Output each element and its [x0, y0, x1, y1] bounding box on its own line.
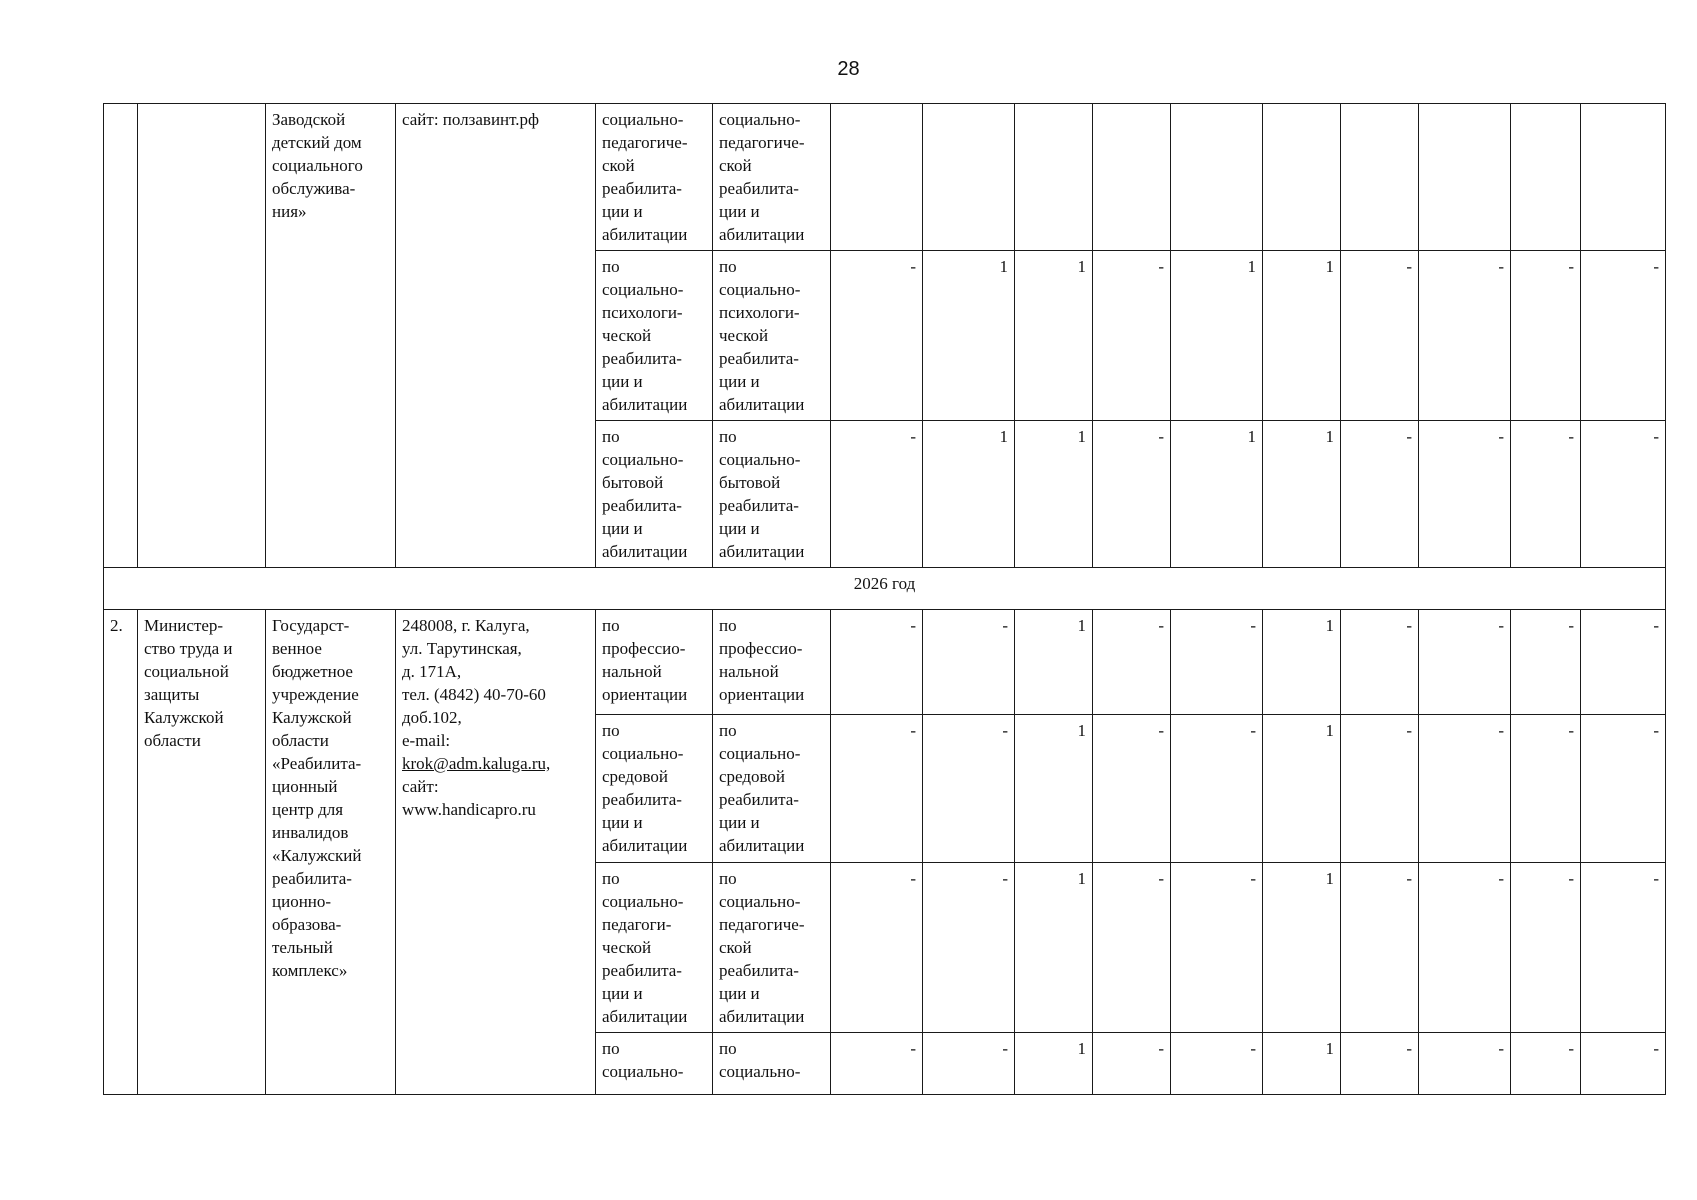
services-table — [103, 103, 1666, 1095]
value-cell: - — [923, 610, 1015, 715]
value-cell: - — [1511, 863, 1581, 1033]
value-cell: - — [1419, 421, 1511, 568]
measure-cell — [713, 251, 831, 421]
value-cell: - — [923, 1033, 1015, 1095]
value-cell: - — [1341, 421, 1419, 568]
value-cell: - — [1581, 715, 1666, 863]
value-cell: 1 — [1015, 1033, 1093, 1095]
value-cell: 1 — [1263, 421, 1341, 568]
value-cell — [1341, 104, 1419, 251]
value-cell: - — [1511, 715, 1581, 863]
service-text: по социально- — [602, 1039, 684, 1081]
measure-text: по социально- средовой реабилита- ции и абилитации — [719, 721, 805, 855]
contacts-cell — [396, 104, 596, 568]
service-cell — [596, 715, 713, 863]
value-cell: 1 — [1171, 421, 1263, 568]
value-cell — [923, 104, 1015, 251]
institution-name: Заводской детский дом социального обслужива- ния» — [272, 110, 363, 221]
value-cell: - — [1581, 610, 1666, 715]
value-cell: 1 — [1171, 251, 1263, 421]
email-link[interactable]: krok@adm.kaluga.ru, — [402, 754, 551, 773]
number-cell: 2. — [104, 610, 138, 1095]
institution-name: Государст- венное бюджетное учреждение Калужской области «Реабилита- ционный центр для инвалидов «Калужский реабилита- ционно- образова- тельный комплекс» — [272, 616, 362, 980]
measure-text: по социально- педагогиче- ской реабилита- ции и абилитации — [719, 869, 805, 1026]
value-cell: - — [1093, 251, 1171, 421]
value-cell: - — [1341, 1033, 1419, 1095]
value-cell: 1 — [1015, 863, 1093, 1033]
value-cell: - — [1171, 863, 1263, 1033]
value-cell: - — [1093, 1033, 1171, 1095]
measure-cell — [713, 863, 831, 1033]
value-cell: - — [1511, 421, 1581, 568]
value-cell: - — [1581, 1033, 1666, 1095]
service-cell — [596, 251, 713, 421]
value-cell: 1 — [1015, 421, 1093, 568]
value-cell: - — [1171, 610, 1263, 715]
value-cell: 1 — [1015, 251, 1093, 421]
measure-text: по социально- бытовой реабилита- ции и абилитации — [719, 427, 805, 561]
year-heading: 2026 год — [104, 568, 1666, 610]
value-cell: - — [1419, 1033, 1511, 1095]
value-cell: - — [1581, 251, 1666, 421]
value-cell: 1 — [1015, 610, 1093, 715]
value-cell — [1419, 104, 1511, 251]
value-cell — [1171, 104, 1263, 251]
value-cell: 1 — [1263, 863, 1341, 1033]
service-text: по социально- педагоги- ческой реабилита- ции и абилитации — [602, 869, 688, 1026]
value-cell: - — [1093, 610, 1171, 715]
value-cell: 1 — [923, 251, 1015, 421]
value-cell: - — [1341, 863, 1419, 1033]
value-cell: - — [831, 1033, 923, 1095]
value-cell: - — [1581, 863, 1666, 1033]
service-text: по социально- бытовой реабилита- ции и абилитации — [602, 427, 688, 561]
value-cell: 1 — [1263, 610, 1341, 715]
measure-text: по социально- — [719, 1039, 801, 1081]
ministry-cell — [138, 104, 266, 568]
service-text: по социально- психологи- ческой реабилита- ции и абилитации — [602, 257, 688, 414]
ministry-cell — [138, 610, 266, 1095]
value-cell: 1 — [1263, 715, 1341, 863]
value-cell: - — [1093, 863, 1171, 1033]
measure-cell — [713, 610, 831, 715]
value-cell — [1263, 104, 1341, 251]
value-cell: - — [1093, 715, 1171, 863]
value-cell — [1581, 104, 1666, 251]
table-row — [104, 610, 1666, 715]
value-cell: - — [923, 863, 1015, 1033]
table-row — [104, 104, 1666, 251]
contacts-text: сайт: ползавинт.рф — [402, 110, 540, 129]
value-cell: - — [831, 421, 923, 568]
address-text: 248008, г. Калуга, ул. Тарутинская, д. 171А, тел. (4842) 40-70-60 доб.102, e-mail: — [402, 616, 546, 750]
value-cell: - — [831, 715, 923, 863]
value-cell: - — [831, 863, 923, 1033]
value-cell: - — [1511, 251, 1581, 421]
value-cell: - — [1419, 251, 1511, 421]
value-cell: - — [1419, 715, 1511, 863]
value-cell: - — [1341, 715, 1419, 863]
service-cell — [596, 104, 713, 251]
value-cell: - — [1419, 863, 1511, 1033]
value-cell: 1 — [1263, 1033, 1341, 1095]
value-cell: - — [831, 251, 923, 421]
value-cell: - — [831, 610, 923, 715]
service-text: социально- педагогиче- ской реабилита- ции и абилитации — [602, 110, 688, 244]
service-text: по профессио- нальной ориентации — [602, 616, 688, 704]
table-row — [104, 568, 1666, 610]
institution-cell — [266, 104, 396, 568]
measure-text: социально- педагогиче- ской реабилита- ции и абилитации — [719, 110, 805, 244]
contacts-cell — [396, 610, 596, 1095]
value-cell: - — [1581, 421, 1666, 568]
service-cell — [596, 1033, 713, 1095]
value-cell — [1015, 104, 1093, 251]
measure-text: по профессио- нальной ориентации — [719, 616, 805, 704]
service-text: по социально- средовой реабилита- ции и абилитации — [602, 721, 688, 855]
ministry-name: Министер- ство труда и социальной защиты Калужской области — [144, 616, 233, 750]
institution-cell — [266, 610, 396, 1095]
value-cell: - — [1171, 1033, 1263, 1095]
number-cell — [104, 104, 138, 568]
value-cell: 1 — [1015, 715, 1093, 863]
value-cell: - — [1341, 251, 1419, 421]
value-cell — [831, 104, 923, 251]
measure-cell — [713, 1033, 831, 1095]
value-cell: - — [1341, 610, 1419, 715]
value-cell — [1511, 104, 1581, 251]
value-cell: - — [1511, 1033, 1581, 1095]
value-cell: - — [1419, 610, 1511, 715]
value-cell — [1093, 104, 1171, 251]
value-cell: - — [923, 715, 1015, 863]
site-link[interactable]: www.handicapro.ru — [402, 800, 536, 819]
service-cell — [596, 863, 713, 1033]
measure-cell — [713, 104, 831, 251]
value-cell: 1 — [1263, 251, 1341, 421]
value-cell: - — [1171, 715, 1263, 863]
site-label: сайт: — [402, 777, 439, 796]
measure-cell — [713, 715, 831, 863]
measure-text: по социально- психологи- ческой реабилита- ции и абилитации — [719, 257, 805, 414]
page-number: 28 — [837, 58, 860, 80]
service-cell — [596, 421, 713, 568]
value-cell: 1 — [923, 421, 1015, 568]
value-cell: - — [1511, 610, 1581, 715]
value-cell: - — [1093, 421, 1171, 568]
service-cell — [596, 610, 713, 715]
measure-cell — [713, 421, 831, 568]
